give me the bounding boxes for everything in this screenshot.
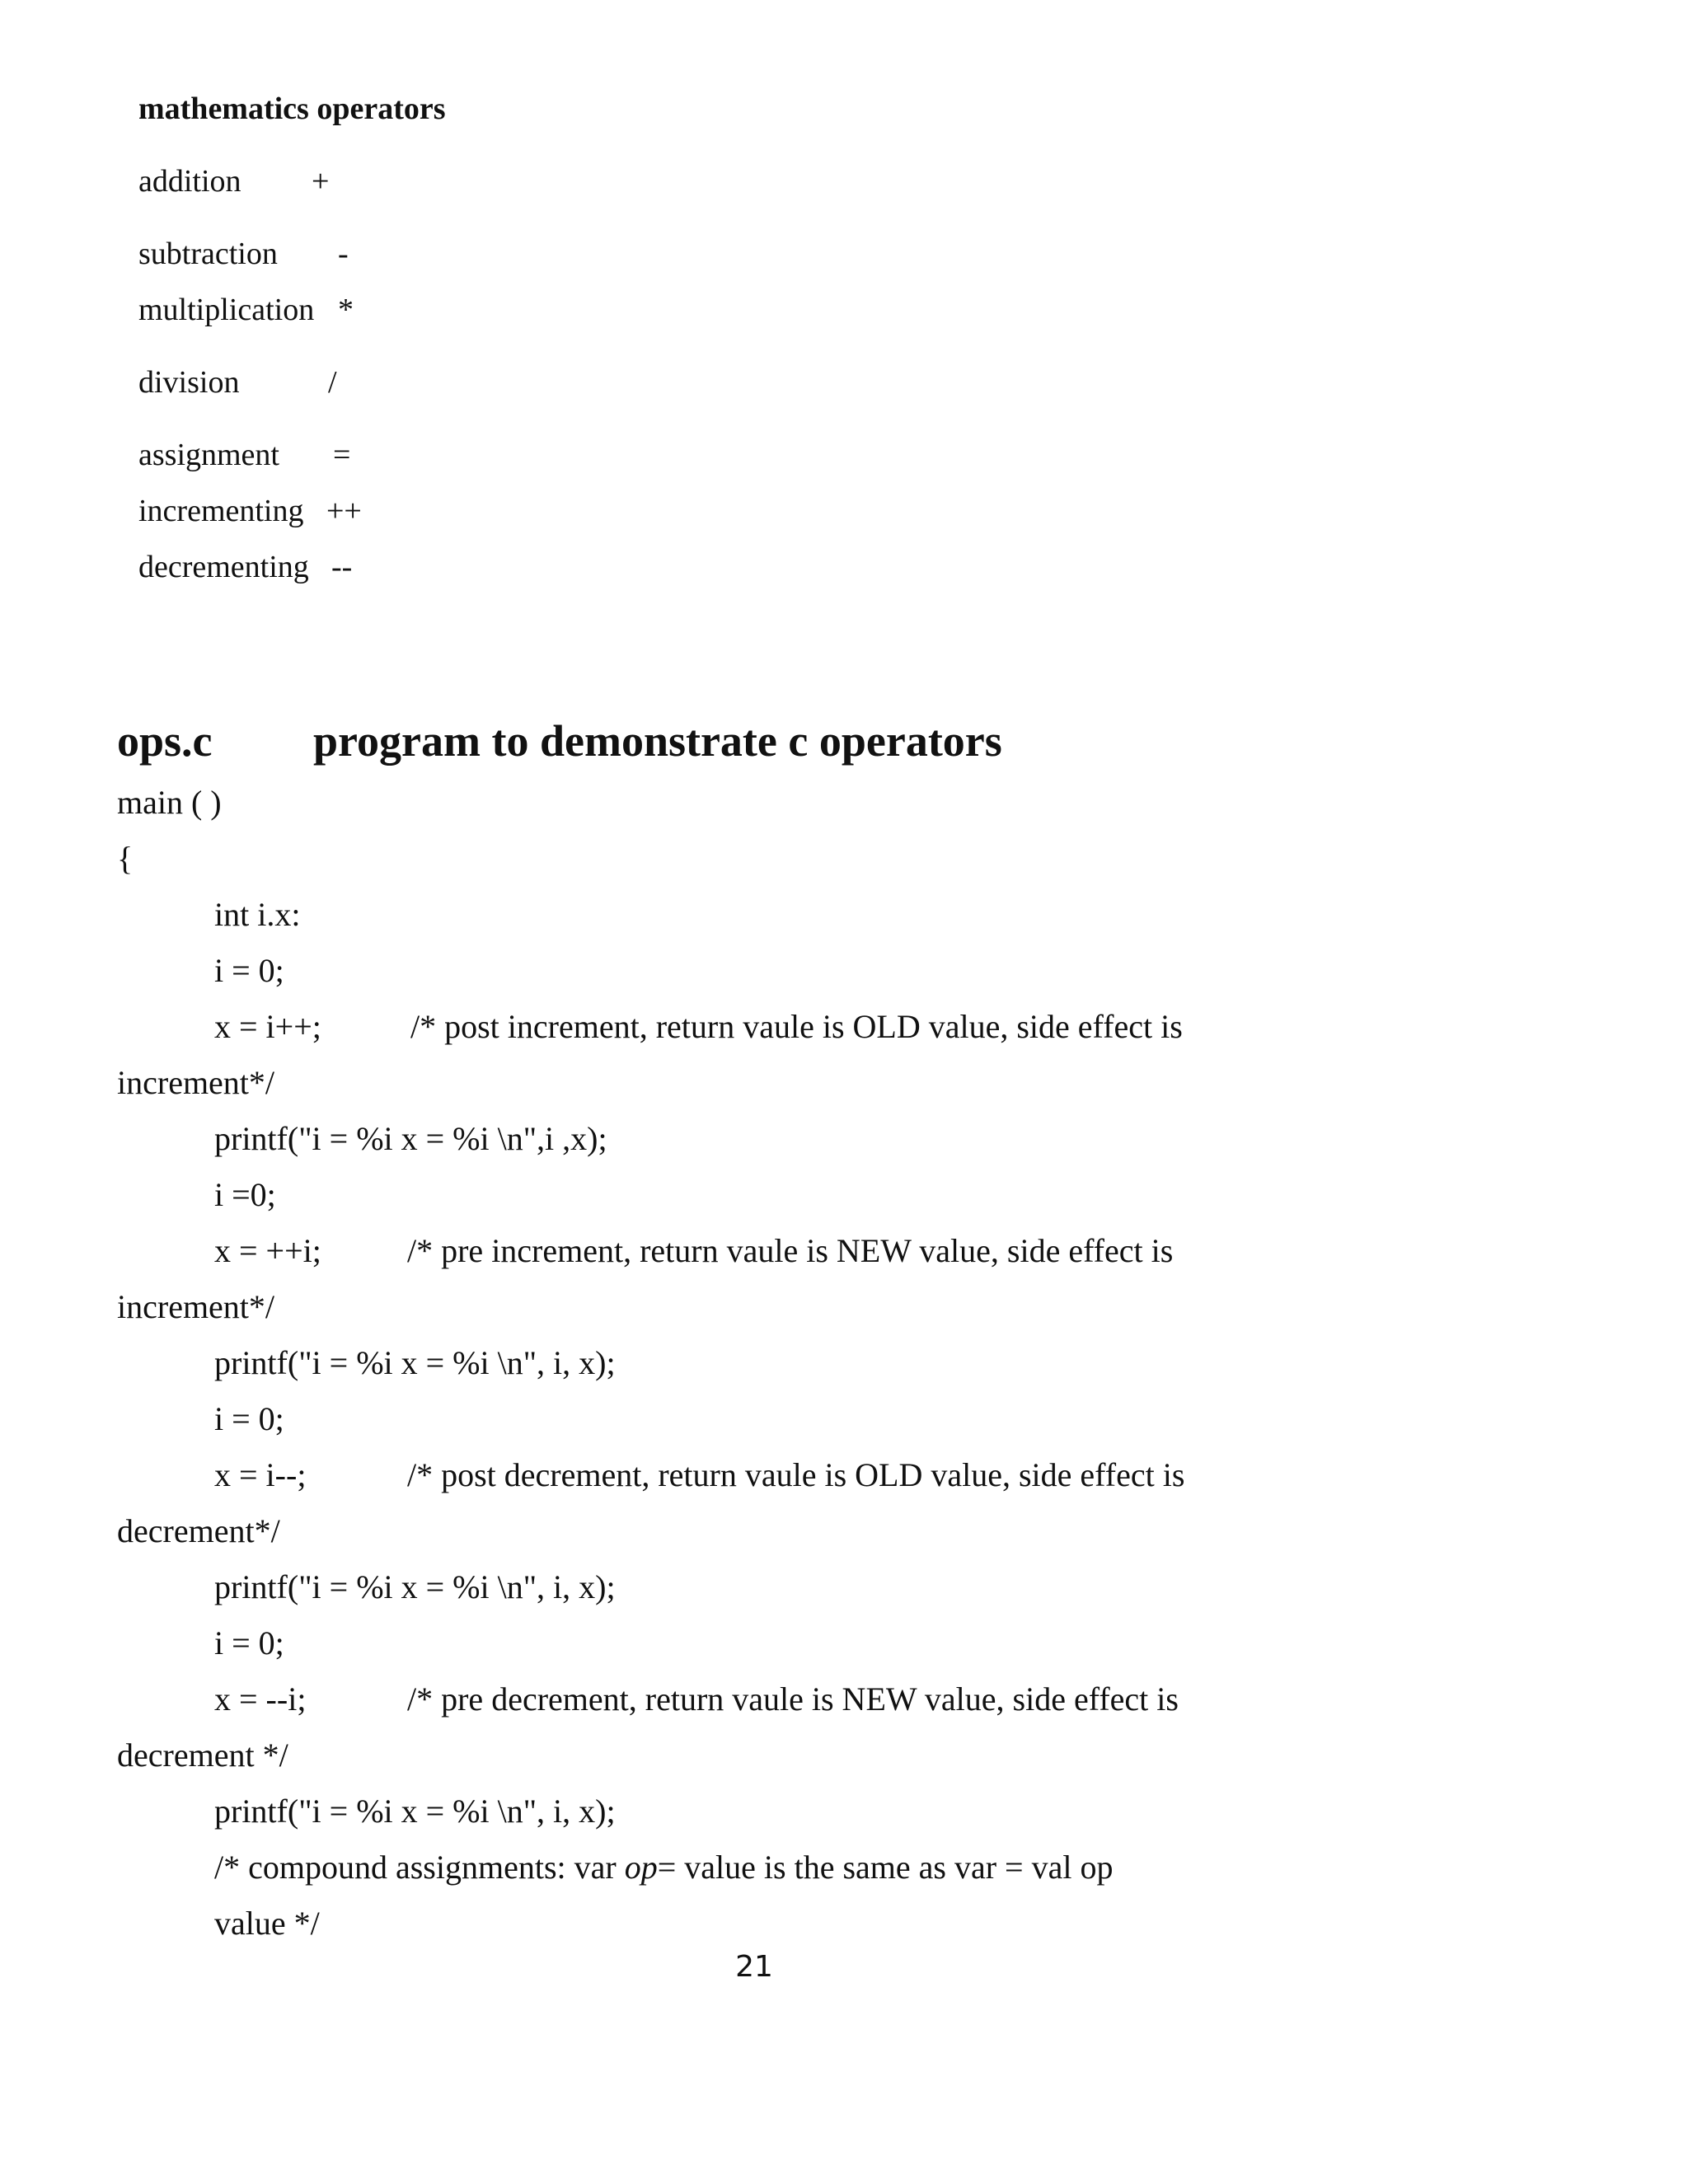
code-comment-1: /* post increment, return vaule is OLD value, side effect is bbox=[410, 1008, 1183, 1045]
compound-comment-op: op bbox=[624, 1849, 658, 1886]
compound-comment-suffix: = value is the same as var = val op bbox=[657, 1849, 1114, 1886]
operator-name-division: division bbox=[138, 365, 240, 400]
code-statement-4: x = --i; bbox=[214, 1680, 307, 1718]
operator-name-subtraction: subtraction bbox=[138, 237, 278, 271]
code-compound-comment bbox=[214, 1848, 1113, 1886]
operator-symbol-multiplication: * bbox=[338, 293, 354, 327]
program-filename: ops.c bbox=[117, 716, 213, 766]
code-printf-2: printf("i = %i x = %i \n", i, x); bbox=[214, 1344, 616, 1381]
operator-symbol-incrementing: ++ bbox=[326, 494, 362, 528]
code-comment-1-continued: increment*/ bbox=[117, 1064, 275, 1101]
code-main: main ( ) bbox=[117, 784, 222, 821]
code-open-brace: { bbox=[117, 840, 134, 877]
code-declaration: int i.x: bbox=[214, 896, 301, 933]
code-printf-3: printf("i = %i x = %i \n", i, x); bbox=[214, 1568, 616, 1605]
code-comment-4-continued: decrement */ bbox=[117, 1736, 288, 1774]
operator-name-multiplication: multiplication bbox=[138, 293, 315, 327]
code-init-2: i =0; bbox=[214, 1176, 276, 1213]
operator-name-incrementing: incrementing bbox=[138, 494, 304, 528]
code-comment-2: /* pre increment, return vaule is NEW value, side effect is bbox=[407, 1232, 1174, 1269]
operator-symbol-decrementing: -- bbox=[331, 550, 353, 584]
code-printf-4: printf("i = %i x = %i \n", i, x); bbox=[214, 1793, 616, 1830]
operator-symbol-subtraction: - bbox=[338, 237, 349, 271]
compound-comment-prefix: /* compound assignments: var bbox=[214, 1849, 625, 1886]
code-printf-1: printf("i = %i x = %i \n",i ,x); bbox=[214, 1120, 607, 1157]
code-comment-3: /* post decrement, return vaule is OLD value, side effect is bbox=[407, 1456, 1185, 1493]
operator-name-addition: addition bbox=[138, 164, 241, 199]
operator-symbol-addition: + bbox=[312, 164, 330, 199]
code-init-1: i = 0; bbox=[214, 952, 284, 989]
code-statement-3: x = i--; bbox=[214, 1456, 307, 1493]
operators-heading: mathematics operators bbox=[138, 91, 446, 126]
code-compound-comment-continued: value */ bbox=[214, 1905, 320, 1942]
operator-name-assignment: assignment bbox=[138, 438, 279, 472]
code-comment-3-continued: decrement*/ bbox=[117, 1512, 280, 1549]
program-title: program to demonstrate c operators bbox=[313, 716, 1002, 766]
operator-name-decrementing: decrementing bbox=[138, 550, 309, 584]
operator-symbol-division: / bbox=[328, 365, 337, 400]
page-number: 21 bbox=[735, 1950, 773, 1984]
operator-symbol-assignment: = bbox=[333, 438, 351, 472]
code-init-4: i = 0; bbox=[214, 1624, 284, 1661]
code-comment-4: /* pre decrement, return vaule is NEW value, side effect is bbox=[407, 1680, 1179, 1718]
code-statement-1: x = i++; bbox=[214, 1008, 321, 1045]
code-statement-2: x = ++i; bbox=[214, 1232, 321, 1269]
code-comment-2-continued: increment*/ bbox=[117, 1288, 275, 1325]
code-init-3: i = 0; bbox=[214, 1400, 284, 1437]
